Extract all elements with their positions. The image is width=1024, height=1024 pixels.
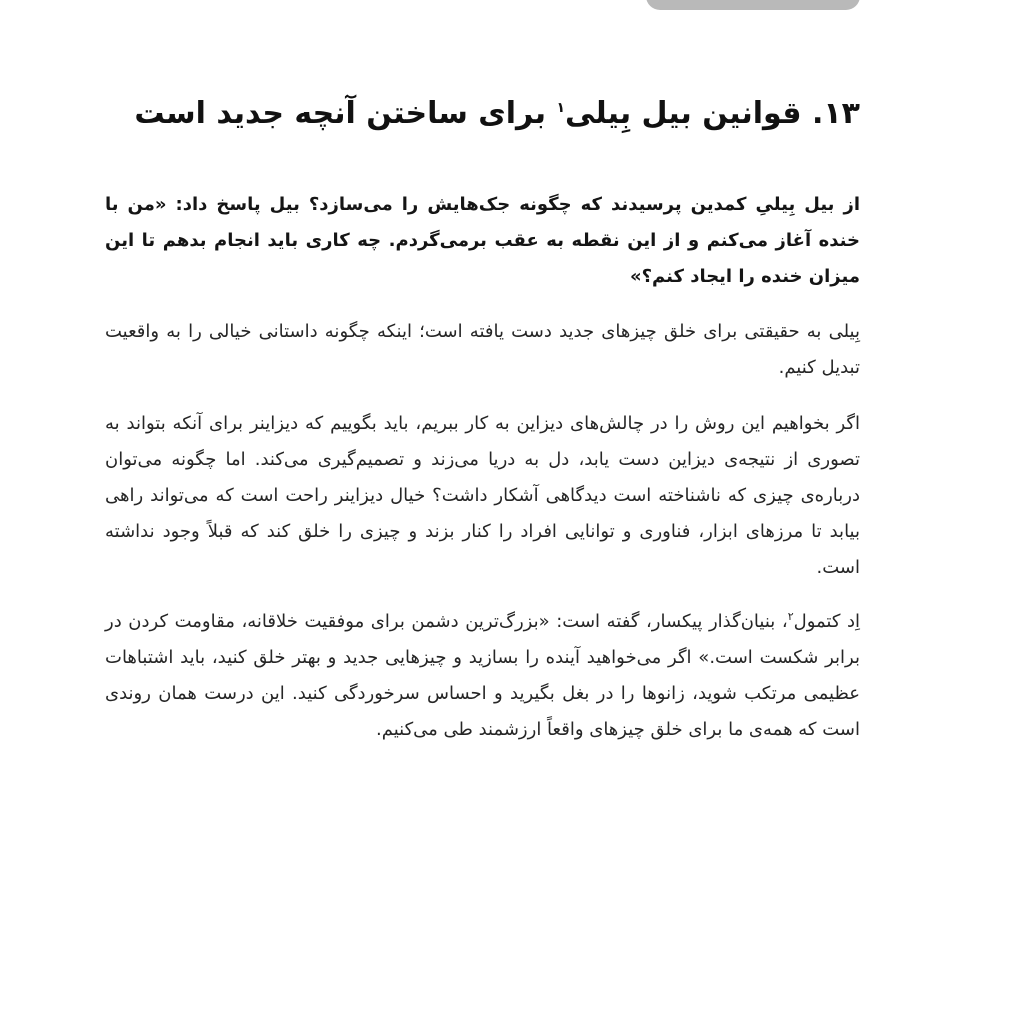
section-heading: [105, 92, 860, 136]
heading-footnote-mark: ۱: [556, 100, 565, 116]
body-paragraph-3: [105, 604, 860, 748]
section-number: ۱۳.: [811, 96, 860, 131]
heading-title-rest: برای ساختن آنچه جدید است: [134, 96, 546, 131]
page-top-tab: [646, 0, 860, 10]
body-paragraph-2: اگر بخواهیم این روش را در چالش‌های دیزاین به کار ببریم، باید بگوییم که دیزاینر برای آنکه بتواند به تصوری از نتیجه‌ی دیزاین دست یابد، دل به دریا می‌زند و تصمیم‌گیری می‌کند. اما چگونه می‌توان درباره‌ی چیزی که ناشناخته است دیدگاهی آشکار داشت؟ خیال دیزاینر راحت است که می‌تواند راهی بیابد تا مرزهای ابزار، فناوری و توانایی افراد را کنار بزند و چیزی را خلق کند که قبلاً وجود نداشته است.: [105, 413, 860, 578]
body-paragraph-1: بِیلی به حقیقتی برای خلق چیزهای جدید دست یافته است؛ اینکه چگونه داستانی خیالی را به واقعیت تبدیل کنیم.: [105, 321, 860, 378]
footnote-mark-2: ۲: [787, 610, 794, 623]
heading-title: قوانین بیل بِیلی: [564, 96, 802, 131]
person-name: اِد کتمول: [793, 611, 860, 632]
intro-paragraph: از بیل بِیلیِ کمدین پرسیدند که چگونه جک‌هایش را می‌سازد؟ بیل پاسخ داد: «من با خنده آغاز می‌کنم و از این نقطه به عقب برمی‌گردم. چه کاری باید انجام بدهم تا این میزان خنده را ایجاد کنم؟»: [105, 194, 860, 287]
body-paragraph-3-text: ، بنیان‌گذار پیکسار، گفته است: «بزرگ‌ترین دشمن برای موفقیت خلاقانه، مقاومت کردن در برابر شکست است.» اگر می‌خواهید آینده را بسازید و چیزهایی جدید و بهتر خلق کنید، باید اشتباهات عظیمی مرتکب شوید، زانوها را در بغل بگیرید و احساس سرخوردگی کنید. این درست همان روندی است که همه‌ی ما برای خلق چیزهای واقعاً ارزشمند طی می‌کنیم.: [105, 611, 860, 740]
